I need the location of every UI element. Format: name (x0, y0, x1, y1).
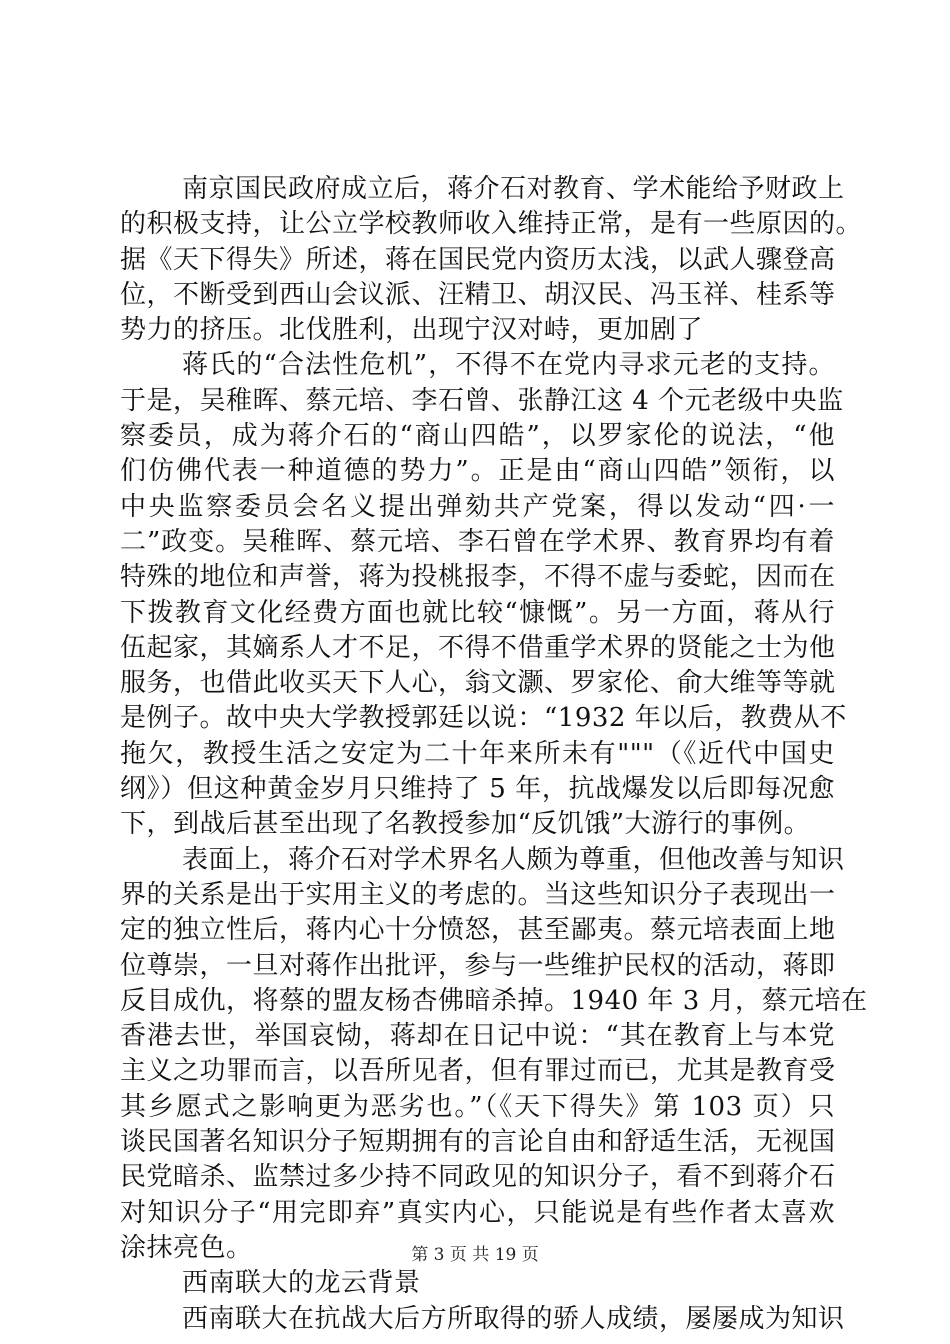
text-line: 中央监察委员会名义提出弹劾共产党案，得以发动“四·一 (120, 491, 835, 522)
text-line: 西南联大的龙云背景 (182, 1268, 421, 1299)
text-line: 蒋氏的“合法性危机”，不得不在党内寻求元老的支持。 (182, 350, 835, 381)
text-line: 纲》）但这种黄金岁月只维持了 5 年，抗战爆发以后即每况愈 (120, 774, 835, 805)
text-line: 是例子。故中央大学教授郭廷以说：“1932 年以后，教费从不 (120, 703, 847, 734)
text-line: 下，到战后甚至出现了名教授参加“反饥饿”大游行的事例。 (120, 809, 811, 840)
text-line: 涂抹亮色。 (120, 1232, 253, 1263)
text-line: 于是，吴稚晖、蔡元培、李石曾、张静江这 4 个元老级中央监 (120, 385, 844, 416)
text-line: 表面上，蒋介石对学术界名人颇为尊重，但他改善与知识 (182, 844, 845, 875)
text-line: 谈民国著名知识分子短期拥有的言论自由和舒适生活，无视国 (120, 1127, 836, 1158)
text-line: 服务，也借此收买天下人心，翁文灏、罗家伦、俞大维等等就 (120, 668, 836, 699)
text-line: 位，不断受到西山会议派、汪精卫、胡汉民、冯玉祥、桂系等 (120, 279, 836, 310)
text-line: 二”政变。吴稚晖、蔡元培、李石曾在学术界、教育界均有着 (120, 526, 835, 557)
text-line: 拖欠，教授生活之安定为二十年来所未有"""（《近代中国史 (120, 738, 835, 769)
text-line: 南京国民政府成立后，蒋介石对教育、学术能给予财政上 (182, 174, 845, 204)
text-line: 的积极支持，让公立学校教师收入维持正常，是有一些原因的。 (120, 209, 863, 240)
text-line: 们仿佛代表一种道德的势力”。正是由“商山四皓”领衔，以 (120, 456, 835, 487)
text-line: 伍起家，其嫡系人才不足，不得不借重学术界的贤能之士为他 (120, 632, 836, 663)
text-line: 对知识分子“用完即弃”真实内心，只能说是有些作者太喜欢 (120, 1197, 835, 1228)
text-line: 位尊崇，一旦对蒋作出批评，参与一些维护民权的活动，蒋即 (120, 950, 836, 981)
text-line: 西南联大在抗战大后方所取得的骄人成绩，屡屡成为知识 (182, 1303, 845, 1334)
text-line: 民党暗杀、监禁过多少持不同政见的知识分子，看不到蒋介石 (120, 1162, 836, 1193)
text-line: 定的独立性后，蒋内心十分愤怒，甚至鄙夷。蔡元培表面上地 (120, 915, 836, 946)
text-line: 界的关系是出于实用主义的考虑的。当这些知识分子表现出一 (120, 879, 836, 910)
text-line: 主义之功罪而言，以吾所见者，但有罪过而已，尤其是教育受 (120, 1056, 836, 1087)
text-line: 香港去世，举国哀恸，蒋却在日记中说：“其在教育上与本党 (120, 1021, 835, 1052)
text-line: 其乡愿式之影响更为恶劣也。”（《天下得失》第 103 页）只 (120, 1091, 835, 1122)
document-body (120, 172, 868, 1337)
page-footer: 第 3 页 共 19 页 (411, 1245, 539, 1265)
text-line: 特殊的地位和声誉，蒋为投桃报李，不得不虚与委蛇，因而在 (120, 562, 836, 593)
text-line: 反目成仇，将蔡的盟友杨杏佛暗杀掉。1940 年 3 月，蔡元培在 (120, 985, 868, 1016)
text-line: 据《天下得失》所述，蒋在国民党内资历太浅，以武人骤登高 (120, 244, 836, 275)
text-line: 察委员，成为蒋介石的“商山四皓”，以罗家伦的说法，“他 (120, 421, 835, 452)
text-line: 下拨教育文化经费方面也就比较“慷慨”。另一方面，蒋从行 (120, 597, 835, 628)
text-line: 势力的挤压。北伐胜利，出现宁汉对峙，更加剧了 (120, 315, 704, 346)
